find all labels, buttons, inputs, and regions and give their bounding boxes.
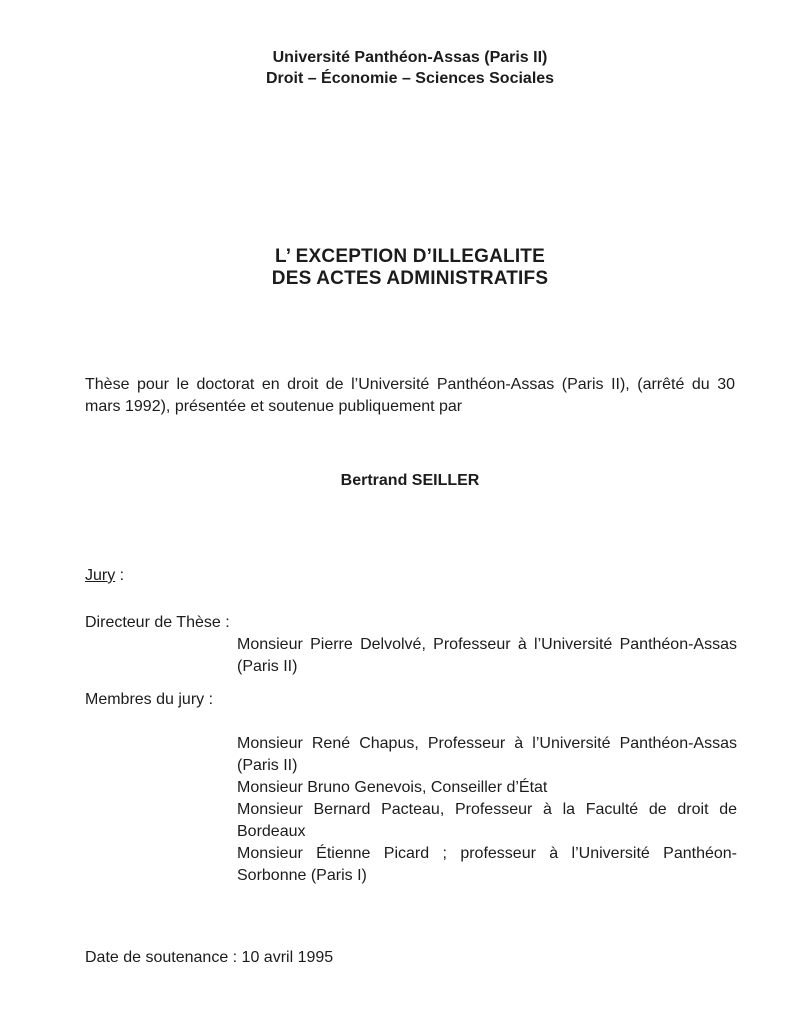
institution-name: Université Panthéon-Assas (Paris II) bbox=[272, 49, 548, 66]
thesis-title bbox=[85, 246, 735, 290]
jury-label bbox=[85, 565, 124, 587]
author-name: Bertrand SEILLER bbox=[340, 472, 480, 489]
defense-date: Date de soutenance : 10 avril 1995 bbox=[85, 949, 334, 966]
jury-member: Monsieur Bernard Pacteau, Professeur à la Faculté de droit de Bordeaux bbox=[237, 801, 737, 840]
institution-block bbox=[85, 47, 735, 89]
institution-department: Droit – Économie – Sciences Sociales bbox=[265, 70, 555, 87]
director-heading: Directeur de Thèse : bbox=[85, 614, 230, 631]
jury-label-colon: : bbox=[115, 567, 125, 584]
jury-member: Monsieur Bruno Genevois, Conseiller d’État bbox=[237, 779, 548, 796]
jury-member: Monsieur René Chapus, Professeur à l’Université Panthéon-Assas (Paris II) bbox=[237, 735, 737, 774]
director-entry: Monsieur Pierre Delvolvé, Professeur à l’Université Panthéon-Assas (Paris II) bbox=[237, 636, 737, 675]
thesis-title-line1: L’ EXCEPTION D’ILLEGALITE bbox=[275, 246, 545, 267]
jury-member: Monsieur Étienne Picard ; professeur à l’Université Panthéon-Sorbonne (Paris I) bbox=[237, 845, 737, 884]
thesis-statement: Thèse pour le doctorat en droit de l’Université Panthéon-Assas (Paris II), (arrêté du 30 mars 1992), présentée et soutenue publiquement par bbox=[85, 376, 735, 415]
thesis-title-line2: DES ACTES ADMINISTRATIFS bbox=[271, 268, 549, 289]
members-heading: Membres du jury : bbox=[85, 691, 214, 708]
jury-label-text: Jury bbox=[85, 567, 116, 584]
jury-members-list bbox=[237, 733, 737, 887]
